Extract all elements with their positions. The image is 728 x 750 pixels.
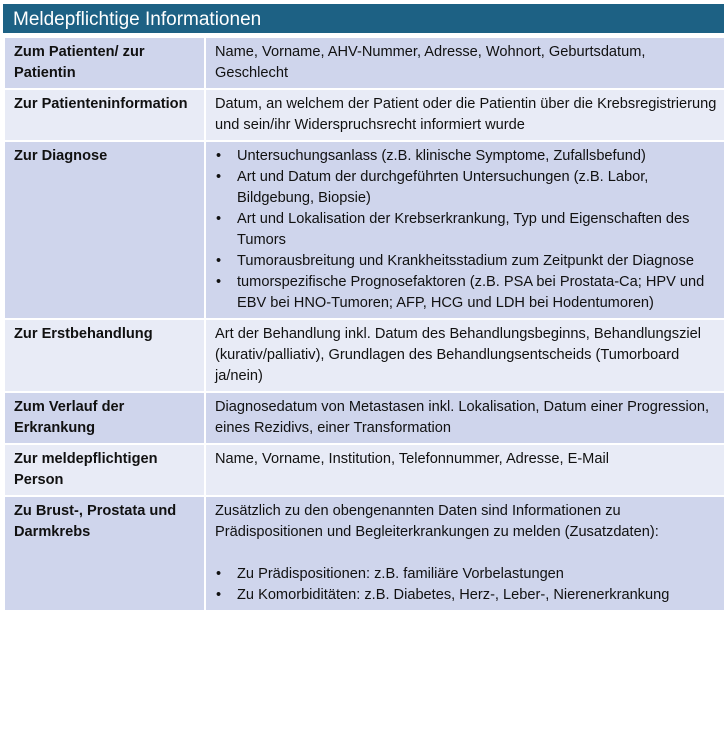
- info-table-container: [3, 4, 724, 612]
- table-row: [4, 496, 725, 611]
- list-item: • Tumorausbreitung und Krankheitsstadium zum Zeitpunkt der Diagnose: [215, 251, 718, 272]
- row-label: Zum Verlauf der Erkrankung: [4, 392, 205, 444]
- row-label: Zum Patienten/ zur Patientin: [4, 37, 205, 89]
- table-row: [4, 444, 725, 496]
- row-content: Diagnosedatum von Metastasen inkl. Lokalisation, Datum einer Progression, eines Rezidivs, einer Transformation: [205, 392, 725, 444]
- row-intro-text: Zusätzlich zu den obengenannten Daten sind Informationen zu Prädispositionen und Begleiterkrankungen zu melden (Zusatzdaten):: [215, 503, 659, 540]
- list-item: • Zu Komorbiditäten: z.B. Diabetes, Herz-, Leber-, Nierenerkrankung: [215, 585, 718, 606]
- info-table: [3, 36, 726, 612]
- table-row: [4, 89, 725, 141]
- row-label: Zur Erstbehandlung: [4, 319, 205, 392]
- table-row: [4, 37, 725, 89]
- row-content: Name, Vorname, Institution, Telefonnummer, Adresse, E-Mail: [205, 444, 725, 496]
- spacer: [215, 543, 718, 564]
- list-item: • tumorspezifische Prognosefaktoren (z.B. PSA bei Prostata-Ca; HPV und EBV bei HNO-Tumoren; AFP, HCG und LDH bei Hodentumoren): [215, 272, 718, 314]
- bullet-list: [215, 146, 718, 314]
- row-label: Zur meldepflichtigen Person: [4, 444, 205, 496]
- list-item: • Art und Lokalisation der Krebserkrankung, Typ und Eigenschaften des Tumors: [215, 209, 718, 251]
- row-label: Zur Diagnose: [4, 141, 205, 319]
- table-title: Meldepflichtige Informationen: [3, 4, 724, 36]
- row-content: Name, Vorname, AHV-Nummer, Adresse, Wohnort, Geburtsdatum, Geschlecht: [205, 37, 725, 89]
- list-item: • Art und Datum der durchgeführten Untersuchungen (z.B. Labor, Bildgebung, Biopsie): [215, 167, 718, 209]
- bullet-list: [215, 564, 718, 606]
- row-content: Datum, an welchem der Patient oder die Patientin über die Krebsregistrierung und sein/ihr Widerspruchsrecht informiert wurde: [205, 89, 725, 141]
- row-content: Art der Behandlung inkl. Datum des Behandlungsbeginns, Behandlungsziel (kurativ/palliativ), Grundlagen des Behandlungsentscheids (Tumorboard ja/nein): [205, 319, 725, 392]
- table-row: [4, 319, 725, 392]
- row-content: [205, 141, 725, 319]
- table-row: [4, 392, 725, 444]
- row-label: Zu Brust-, Prostata und Darmkrebs: [4, 496, 205, 611]
- row-content: [205, 496, 725, 611]
- list-item: • Zu Prädispositionen: z.B. familiäre Vorbelastungen: [215, 564, 718, 585]
- table-row: [4, 141, 725, 319]
- row-label: Zur Patienteninformation: [4, 89, 205, 141]
- list-item: • Untersuchungsanlass (z.B. klinische Symptome, Zufallsbefund): [215, 146, 718, 167]
